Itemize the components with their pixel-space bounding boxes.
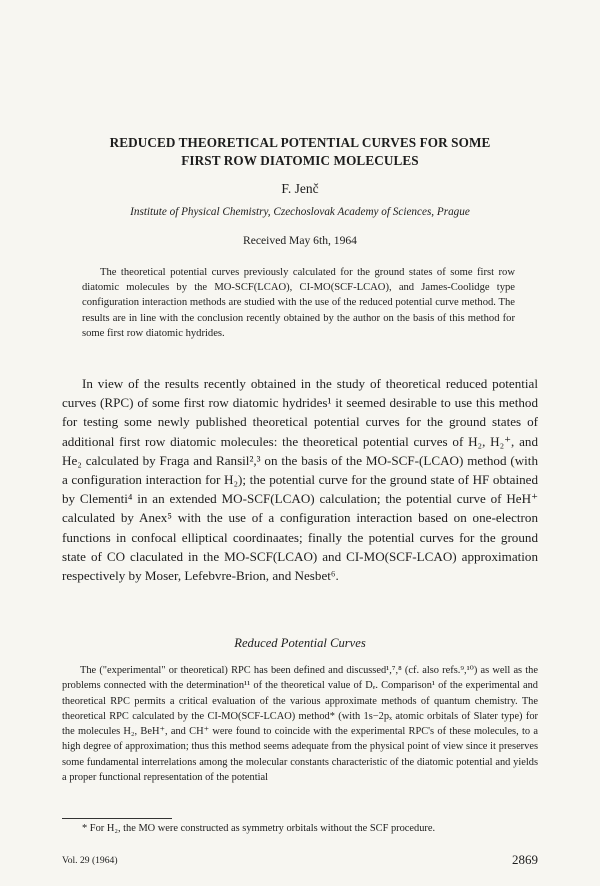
abstract: The theoretical potential curves previously calculated for the ground states of some first row diatomic molecules by the MO-SCF(LCAO), CI-MO(SCF-LCAO), and James-Coolidge type configuration interaction methods are studied with the use of the reduced potential curve method. The results are in line with the conclusion recently obtained by the author on the basis of this method for some first row diatomic hydrides. bbox=[82, 267, 515, 339]
volume-label: Vol. 29 (1964) bbox=[62, 855, 118, 866]
body-paragraph: The ("experimental" or theoretical) RPC has been defined and discussed¹,⁷,⁸ (cf. also refs.⁹,¹⁰) as well as the problems connected with the determination¹¹ of the theoretical value of Dₑ. Comparison¹ of the experimental and theoretical RPC permits a critical evaluation of the various approximate methods of quantum chemistry. The theoretical RPC calculated by the CI-MO(SCF-LCAO) method* (with 1s−2pₓ atomic orbitals of Slater type) for the molecules H₂, BeH⁺, and CH⁺ were found to coincide with the experimental RPC's of these molecules, to a high degree of approximation; thus this method seems adequate from the physical point of view since it preserves some fundamental interrelations among the molecular constants characteristic of the diatomic potential and yields a proper functional representation of the potential bbox=[62, 665, 538, 784]
article-title bbox=[60, 134, 540, 170]
page-number: 2869 bbox=[512, 852, 538, 867]
received-date: Received May 6th, 1964 bbox=[243, 234, 357, 247]
intro-paragraph: In view of the results recently obtained in the study of theoretical reduced potential curves (RPC) of some first row diatomic hydrides¹ it seemed desirable to use this method for testing some newly published theoretical potential curves for the ground states of additional first row diatomic molecules: the theoretical potential curves of H₂, H₂⁺, and He₂ calculated by Fraga and Ransil²,³ on the basis of the MO-SCF-(LCAO) method (with a configuration interaction for H₂); the potential curve for the ground state of HF obtained by Clementi⁴ in an extended MO-SCF(LCAO) calculation; the potential curve of HeH⁺ calculated by Anex⁵ with the use of a configuration interaction based on one-electron functions in confocal elliptical coordinaates; finally the potential curves for the ground state of CO claculated in the MO-SCF(LCAO) and CI-MO(SCF-LCAO) approximation respectively by Moser, Lefebvre-Brion, and Nesbet⁶. bbox=[62, 376, 538, 584]
footnote: * For H₂, the MO were constructed as symmetry orbitals without the SCF procedure. bbox=[82, 823, 436, 834]
author-name: F. Jenč bbox=[281, 181, 319, 196]
title-line-2: FIRST ROW DIATOMIC MOLECULES bbox=[181, 153, 419, 168]
footnote-rule bbox=[62, 818, 172, 819]
author-affiliation: Institute of Physical Chemistry, Czechoslovak Academy of Sciences, Prague bbox=[130, 206, 470, 218]
section-heading: Reduced Potential Curves bbox=[234, 636, 366, 650]
title-line-1: REDUCED THEORETICAL POTENTIAL CURVES FOR SOME bbox=[109, 135, 491, 150]
